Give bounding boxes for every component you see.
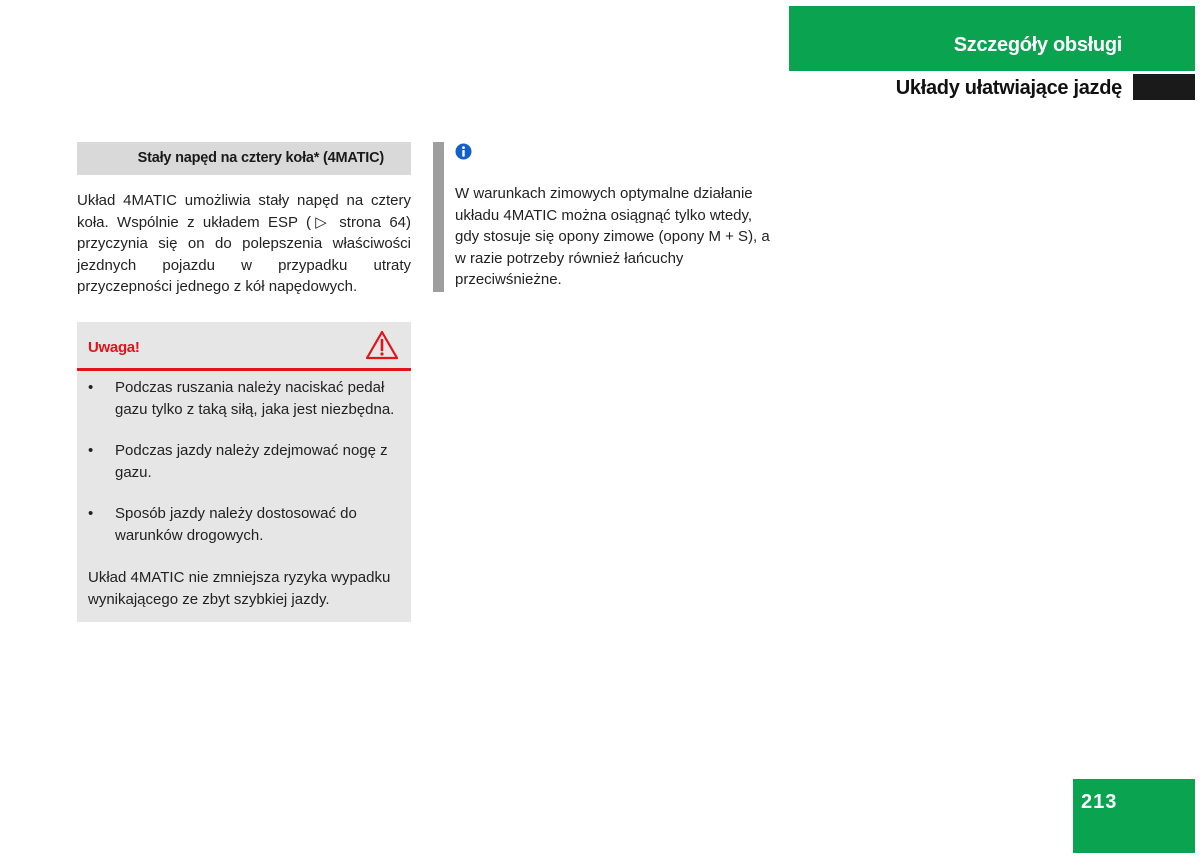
list-item-text: Podczas ruszania należy naciskać pedał gazu tylko z taką siłą, jaka jest niezbędna. (115, 379, 395, 418)
warning-triangle-icon (365, 329, 399, 361)
warning-box (77, 322, 411, 622)
warning-title: Uwaga! (88, 339, 140, 356)
page-number-badge (1073, 779, 1195, 853)
bullet-icon: • (88, 442, 94, 459)
warning-footer-text: Układ 4MATIC nie zmniejsza ryzyka wypadku wynikającego ze zbyt szybkiej jazdy. (88, 569, 391, 608)
list-item (77, 503, 411, 546)
section-heading: Stały napęd na cztery koła* (4MATIC) (77, 142, 411, 175)
list-item-text: Podczas jazdy należy zdejmować nogę z gazu. (115, 442, 388, 481)
bullet-icon: • (88, 505, 94, 522)
bullet-icon: • (88, 379, 94, 396)
info-sidebar (433, 142, 444, 292)
list-item (77, 377, 411, 420)
page-number: 213 (1081, 791, 1118, 813)
intro-paragraph: Układ 4MATIC umożliwia stały napęd na cztery koła. Wspólnie z układem ESP (▷ strona 64) przyczynia się on do polepszenia właściwości jezdnych pojazdu w przypadku utraty przyczepności jednego z kół napędowych. (77, 192, 411, 295)
warning-list (77, 377, 411, 566)
section-title: Szczegóły obsługi (953, 34, 1122, 56)
list-item (77, 440, 411, 483)
subsection-title: Układy ułatwiające jazdę (895, 77, 1122, 99)
subsection-marker (1133, 74, 1195, 100)
section-tab (789, 6, 1195, 71)
list-item-text: Sposób jazdy należy dostosować do warunków drogowych. (115, 505, 357, 544)
info-icon (455, 143, 472, 160)
warning-header (77, 322, 411, 371)
info-text: W warunkach zimowych optymalne działanie układu 4MATIC można osiągnąć tylko wtedy, gdy stosuje się opony zimowe (opony M + S), a w razie potrzeby również łańcuchy przeciwśnieżne. (455, 185, 770, 288)
